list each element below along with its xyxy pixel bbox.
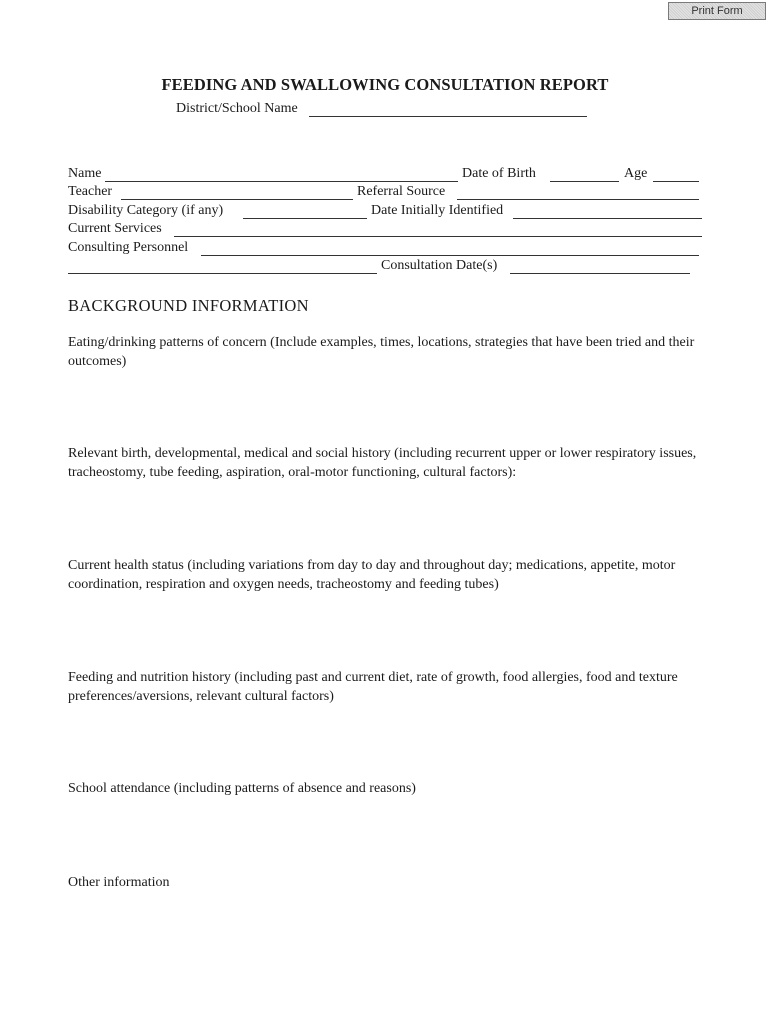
- form-title: FEEDING AND SWALLOWING CONSULTATION REPORT: [161, 75, 609, 94]
- history-field[interactable]: [68, 486, 706, 552]
- health-status-prompt: Current health status (including variations from day to day and throughout day; medications, appetite, motor coordination, respiration and oxygen needs, tracheostomy and feeding tubes): [68, 558, 676, 592]
- other-info-prompt: Other information: [68, 875, 170, 890]
- disability-category-field[interactable]: [243, 204, 367, 219]
- current-services-row: [68, 221, 708, 239]
- consultation-dates-label: Consultation Date(s): [381, 258, 498, 273]
- district-row: [176, 101, 596, 119]
- nutrition-history-field[interactable]: [68, 710, 706, 776]
- consulting-personnel-label: Consulting Personnel: [68, 240, 189, 255]
- eating-patterns-prompt: Eating/drinking patterns of concern (Include examples, times, locations, strategies that have been tried and their outcomes): [68, 335, 695, 369]
- teacher-field[interactable]: [121, 185, 353, 200]
- name-row: [68, 166, 708, 184]
- attendance-field[interactable]: [68, 802, 706, 868]
- district-field[interactable]: [309, 102, 587, 117]
- consulting-personnel-row: [68, 240, 708, 258]
- name-label: Name: [68, 166, 102, 181]
- other-info-field[interactable]: [68, 896, 706, 1010]
- disability-row: [68, 203, 708, 221]
- district-label: District/School Name: [176, 101, 298, 116]
- referral-source-label: Referral Source: [357, 184, 446, 199]
- name-field[interactable]: [105, 167, 458, 182]
- consulting-personnel-extra-field[interactable]: [68, 259, 377, 274]
- eating-patterns-field[interactable]: [68, 375, 706, 439]
- history-prompt: Relevant birth, developmental, medical and social history (including recurrent upper or lower respiratory issues, tracheostomy, tube feeding, aspiration, oral-motor functioning, cultural factors):: [68, 446, 697, 480]
- age-label: Age: [624, 166, 648, 181]
- consulting-personnel-field[interactable]: [201, 241, 699, 256]
- consultation-row: [68, 258, 708, 276]
- dob-label: Date of Birth: [462, 166, 536, 181]
- age-field[interactable]: [653, 167, 699, 182]
- dob-field[interactable]: [550, 167, 619, 182]
- current-services-label: Current Services: [68, 221, 162, 236]
- print-form-button[interactable]: Print Form: [668, 2, 766, 20]
- teacher-row: [68, 184, 708, 202]
- consultation-dates-field[interactable]: [510, 259, 690, 274]
- nutrition-history-prompt: Feeding and nutrition history (including past and current diet, rate of growth, food allergies, food and texture preferences/aversions, relevant cultural factors): [68, 670, 678, 704]
- current-services-field[interactable]: [174, 222, 702, 237]
- disability-category-label: Disability Category (if any): [68, 203, 224, 218]
- background-heading: BACKGROUND INFORMATION: [68, 296, 309, 315]
- teacher-label: Teacher: [68, 184, 113, 199]
- health-status-field[interactable]: [68, 598, 706, 664]
- date-identified-field[interactable]: [513, 204, 702, 219]
- referral-source-field[interactable]: [457, 185, 699, 200]
- attendance-prompt: School attendance (including patterns of absence and reasons): [68, 781, 416, 796]
- date-identified-label: Date Initially Identified: [371, 203, 504, 218]
